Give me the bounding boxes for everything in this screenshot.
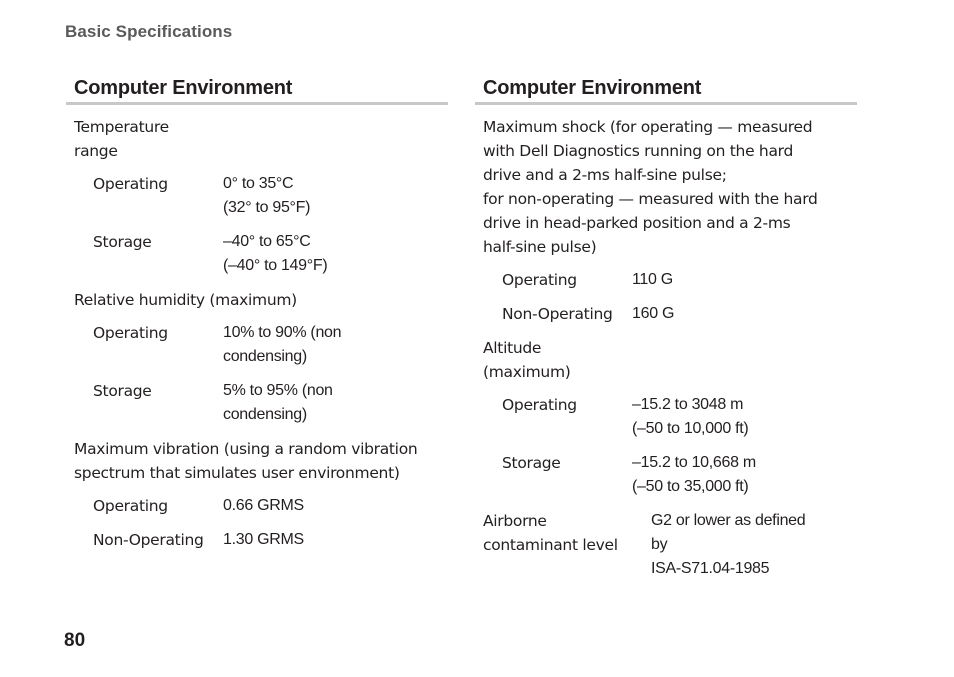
airborne-value-line1: G2 or lower as defined <box>651 512 806 529</box>
section-title-left: Computer Environment <box>66 76 448 105</box>
temperature-label-line2: range <box>74 142 118 160</box>
airborne-label-line2: contaminant level <box>483 536 618 554</box>
vibration-operating-label: Operating <box>93 497 168 515</box>
temperature-storage-label: Storage <box>93 233 152 251</box>
humidity-operating-value-line2: condensing) <box>223 348 307 365</box>
temperature-storage-value <box>223 230 327 278</box>
shock-operating-value: 110 G <box>632 271 673 288</box>
humidity-operating-value-line1: 10% to 90% (non <box>223 324 342 341</box>
humidity-operating-label: Operating <box>93 324 168 342</box>
airborne-value-line2: by <box>651 536 668 553</box>
shock-label-line: for non-operating — measured with the hard <box>483 190 818 208</box>
humidity-operating-row <box>74 321 448 369</box>
altitude-storage-label: Storage <box>502 454 561 472</box>
shock-nonoperating-row <box>483 302 857 326</box>
humidity-storage-label: Storage <box>93 382 152 400</box>
temperature-storage-value-line1: –40° to 65°C <box>223 233 311 250</box>
altitude-label-line1: Altitude <box>483 339 542 357</box>
humidity-storage-value-line2: condensing) <box>223 406 307 423</box>
vibration-label <box>74 437 448 485</box>
temperature-operating-value-line2: (32° to 95°F) <box>223 199 311 216</box>
airborne-label-line1: Airborne <box>483 512 547 530</box>
shock-label-line: half-sine pulse) <box>483 238 597 256</box>
altitude-label <box>483 336 857 384</box>
vibration-label-line2: spectrum that simulates user environment) <box>74 464 400 482</box>
temperature-label <box>74 115 448 163</box>
temperature-storage-value-line2: (–40° to 149°F) <box>223 257 328 274</box>
altitude-operating-value-line2: (–50 to 10,000 ft) <box>632 420 749 437</box>
airborne-value <box>651 509 805 581</box>
humidity-storage-value-line1: 5% to 95% (non <box>223 382 333 399</box>
shock-operating-label: Operating <box>502 271 577 289</box>
vibration-nonoperating-row <box>74 528 448 552</box>
vibration-operating-value: 0.66 GRMS <box>223 497 304 514</box>
altitude-label-line2: (maximum) <box>483 363 571 381</box>
airborne-label <box>483 509 651 581</box>
right-content <box>475 105 857 581</box>
altitude-storage-value-line2: (–50 to 35,000 ft) <box>632 478 749 495</box>
shock-operating-row <box>483 268 857 292</box>
temperature-operating-label: Operating <box>93 175 168 193</box>
altitude-operating-value-line1: –15.2 to 3048 m <box>632 396 744 413</box>
shock-label-line: Maximum shock (for operating — measured <box>483 118 813 136</box>
shock-nonoperating-label: Non-Operating <box>502 305 613 323</box>
shock-nonoperating-value: 160 G <box>632 305 675 322</box>
page-number: 80 <box>64 630 86 651</box>
airborne-row <box>483 509 857 581</box>
humidity-storage-value <box>223 379 333 427</box>
altitude-operating-value <box>632 393 748 441</box>
shock-label-line: with Dell Diagnostics running on the hard <box>483 142 793 160</box>
temperature-operating-value-line1: 0° to 35°C <box>223 175 294 192</box>
altitude-operating-row <box>483 393 857 441</box>
temperature-label-line1: Temperature <box>74 118 169 136</box>
temperature-storage-row <box>74 230 448 278</box>
temperature-operating-row <box>74 172 448 220</box>
altitude-storage-row <box>483 451 857 499</box>
shock-label <box>483 115 857 259</box>
vibration-label-line1: Maximum vibration (using a random vibration <box>74 440 418 458</box>
humidity-operating-value <box>223 321 341 369</box>
shock-label-line: drive and a 2-ms half-sine pulse; <box>483 166 727 184</box>
altitude-storage-value <box>632 451 756 499</box>
humidity-storage-row <box>74 379 448 427</box>
altitude-operating-label: Operating <box>502 396 577 414</box>
temperature-operating-value <box>223 172 310 220</box>
running-header: Basic Specifications <box>65 22 233 41</box>
right-column <box>475 76 857 591</box>
vibration-operating-row <box>74 494 448 518</box>
airborne-value-line3: ISA-S71.04-1985 <box>651 560 770 577</box>
shock-label-line: drive in head-parked position and a 2-ms <box>483 214 791 232</box>
vibration-nonoperating-value: 1.30 GRMS <box>223 531 304 548</box>
altitude-storage-value-line1: –15.2 to 10,668 m <box>632 454 756 471</box>
left-content <box>66 105 448 552</box>
left-column <box>66 76 448 562</box>
humidity-label: Relative humidity (maximum) <box>74 291 297 309</box>
section-title-right: Computer Environment <box>475 76 857 105</box>
vibration-nonoperating-label: Non-Operating <box>93 531 204 549</box>
